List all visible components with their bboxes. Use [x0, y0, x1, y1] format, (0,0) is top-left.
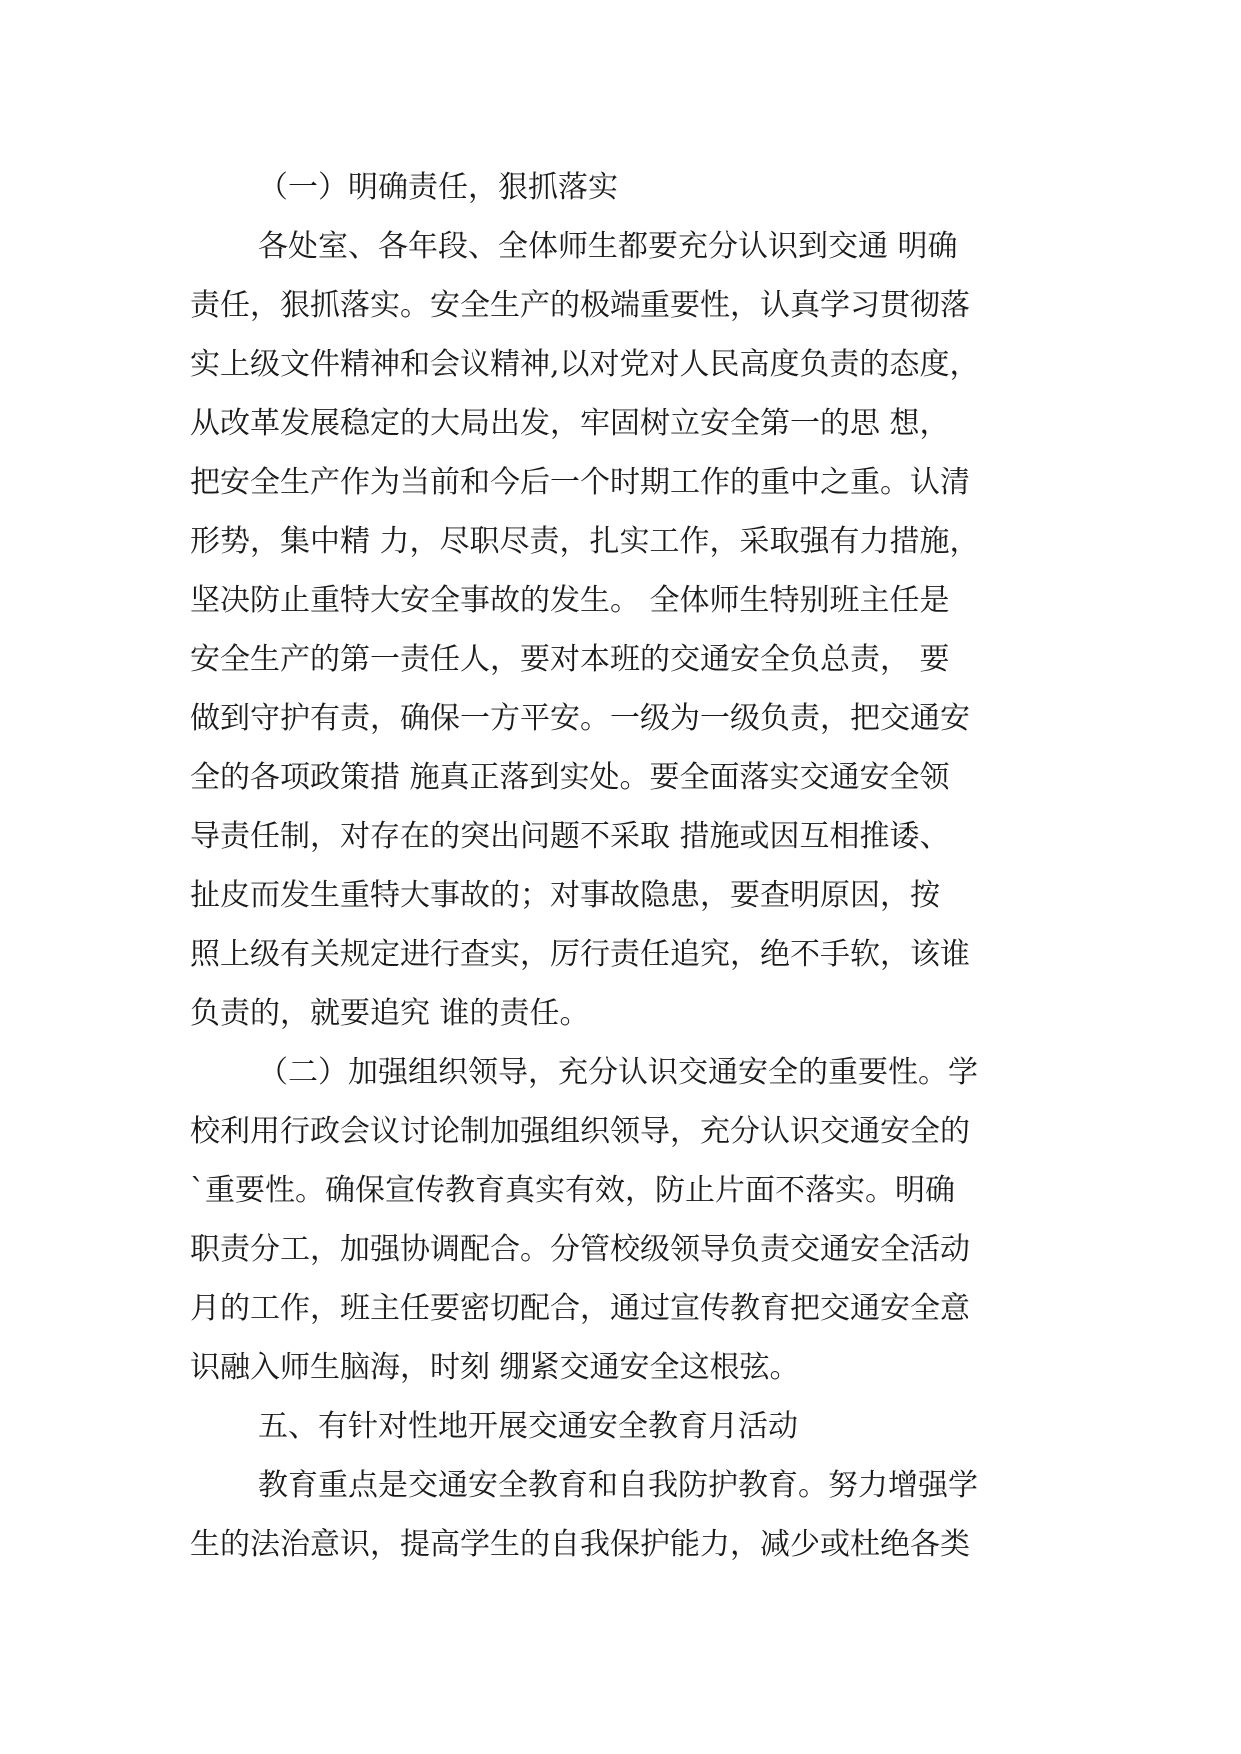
- paragraph-line: 教育重点是交通安全教育和自我防护教育。努力增强学: [258, 1468, 978, 1503]
- section-heading-5: 五、有针对性地开展交通安全教育月活动: [258, 1409, 798, 1444]
- paragraph-line: 形势，集中精 力，尽职尽责，扎实工作，采取强有力措施，: [190, 524, 980, 559]
- paragraph-line: 校利用行政会议讨论制加强组织领导，充分认识交通安全的: [190, 1114, 970, 1149]
- paragraph-line: 扯皮而发生重特大事故的；对事故隐患，要查明原因，按: [190, 878, 940, 913]
- paragraph-line: 月的工作，班主任要密切配合，通过宣传教育把交通安全意: [190, 1291, 970, 1326]
- paragraph-line: 各处室、各年段、全体师生都要充分认识到交通 明确: [258, 229, 958, 264]
- section-heading-2: （二）加强组织领导，充分认识交通安全的重要性。学: [258, 1055, 978, 1090]
- paragraph-line: 责任，狠抓落实。安全生产的极端重要性，认真学习贯彻落: [190, 288, 970, 323]
- paragraph-line: 做到守护有责，确保一方平安。一级为一级负责，把交通安: [190, 701, 970, 736]
- paragraph-line: 坚决防止重特大安全事故的发生。 全体师生特别班主任是: [190, 583, 950, 618]
- paragraph-line: 生的法治意识，提高学生的自我保护能力，减少或杜绝各类: [190, 1527, 970, 1562]
- paragraph-line: `重要性。确保宣传教育真实有效，防止片面不落实。明确: [190, 1173, 955, 1208]
- paragraph-line: 职责分工，加强协调配合。分管校级领导负责交通安全活动: [190, 1232, 970, 1267]
- document-body: [190, 158, 1050, 1574]
- paragraph-line: 实上级文件精神和会议精神,以对党对人民高度负责的态度，: [190, 347, 980, 382]
- section-heading-1: （一）明确责任，狠抓落实: [258, 170, 618, 205]
- paragraph-line: 识融入师生脑海，时刻 绷紧交通安全这根弦。: [190, 1350, 800, 1385]
- paragraph-line: 全的各项政策措 施真正落到实处。要全面落实交通安全领: [190, 760, 950, 795]
- paragraph-line: 负责的，就要追究 谁的责任。: [190, 996, 590, 1031]
- paragraph-line: 导责任制，对存在的突出问题不采取 措施或因互相推诿、: [190, 819, 950, 854]
- paragraph-line: 把安全生产作为当前和今后一个时期工作的重中之重。认清: [190, 465, 970, 500]
- paragraph-line: 照上级有关规定进行查实，厉行责任追究，绝不手软，该谁: [190, 937, 970, 972]
- paragraph-line: 安全生产的第一责任人，要对本班的交通安全负总责， 要: [190, 642, 950, 677]
- paragraph-line: 从改革发展稳定的大局出发，牢固树立安全第一的思 想，: [190, 406, 950, 441]
